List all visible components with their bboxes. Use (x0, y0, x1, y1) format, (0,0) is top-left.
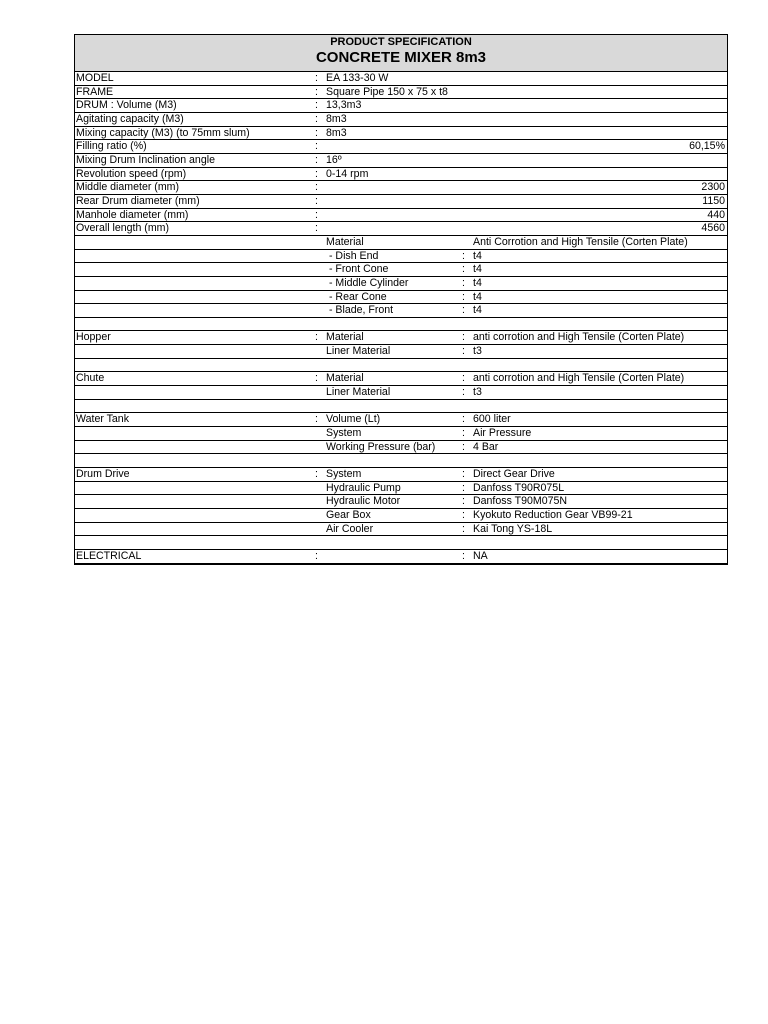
spec-value: EA 133-30 W (326, 72, 389, 84)
colon-separator: : (315, 208, 318, 221)
spec-row (75, 291, 727, 305)
spec-subvalue: t4 (473, 304, 482, 317)
spec-subitem: Material (326, 331, 364, 344)
spec-label: Rear Drum diameter (mm) (76, 194, 200, 207)
colon-separator: : (462, 549, 465, 562)
spec-subvalue: t4 (473, 290, 482, 303)
spec-subitem: Hydraulic Pump (326, 481, 401, 494)
spec-row (75, 413, 727, 427)
colon-separator: : (315, 167, 318, 180)
spec-subitem: Working Pressure (bar) (326, 440, 436, 453)
spec-subvalue: Danfoss T90R075L (473, 481, 565, 494)
spec-label: Middle diameter (mm) (76, 181, 180, 194)
spec-sheet (74, 34, 728, 565)
spec-subvalue: 4 Bar (473, 440, 499, 453)
spec-subitem: Liner Material (326, 345, 391, 358)
spec-label: Agitating capacity (M3) (76, 112, 184, 125)
spec-row (75, 181, 727, 195)
spec-row (75, 331, 727, 345)
colon-separator: : (462, 386, 465, 399)
spec-label: Hopper (76, 331, 111, 344)
spec-row (75, 427, 727, 441)
spec-row (75, 509, 727, 523)
spec-label: DRUM : Volume (M3) (76, 99, 177, 112)
spec-row (75, 536, 727, 550)
spec-subvalue: Direct Gear Drive (473, 468, 555, 481)
colon-separator: : (462, 468, 465, 481)
colon-separator: : (315, 126, 318, 139)
spec-subvalue: Kyokuto Reduction Gear VB99-21 (473, 509, 633, 521)
spec-subvalue: t4 (473, 263, 482, 276)
spec-subitem: System (326, 427, 362, 440)
colon-separator: : (315, 112, 318, 125)
spec-value: 13,3m3 (326, 99, 362, 112)
colon-separator: : (462, 263, 465, 276)
spec-label: ELECTRICAL (76, 549, 142, 562)
spec-row (75, 222, 727, 236)
spec-row (75, 441, 727, 455)
spec-subitem: Material (326, 235, 364, 248)
spec-label: Drum Drive (76, 468, 130, 481)
spec-row (75, 400, 727, 414)
colon-separator: : (462, 290, 465, 303)
spec-row (75, 113, 727, 127)
spec-subitem: Hydraulic Motor (326, 495, 401, 508)
spec-row (75, 345, 727, 359)
spec-row (75, 454, 727, 468)
spec-subitem: Volume (Lt) (326, 413, 381, 426)
colon-separator: : (315, 194, 318, 207)
spec-row (75, 195, 727, 209)
spec-row (75, 99, 727, 113)
spec-row (75, 372, 727, 386)
spec-subitem: - Blade, Front (326, 304, 394, 317)
colon-separator: : (462, 276, 465, 289)
spec-subvalue: Kai Tong YS-18L (473, 522, 553, 535)
spec-value: 0-14 rpm (326, 167, 369, 180)
colon-separator: : (315, 413, 318, 426)
spec-rows (75, 72, 727, 564)
colon-separator: : (462, 495, 465, 508)
colon-separator: : (462, 509, 465, 521)
spec-value: 8m3 (326, 126, 347, 139)
spec-row (75, 359, 727, 373)
colon-separator: : (462, 481, 465, 494)
colon-separator: : (315, 222, 318, 235)
colon-separator: : (315, 72, 318, 84)
colon-separator: : (462, 331, 465, 344)
spec-numeric-value: 440 (707, 208, 725, 221)
colon-separator: : (462, 304, 465, 317)
spec-subitem: Air Cooler (326, 522, 374, 535)
spec-subitem: Material (326, 372, 364, 385)
spec-row (75, 154, 727, 168)
colon-separator: : (462, 427, 465, 440)
spec-row (75, 318, 727, 332)
spec-subvalue: t4 (473, 276, 482, 289)
spec-row (75, 127, 727, 141)
colon-separator: : (315, 181, 318, 194)
spec-row (75, 386, 727, 400)
colon-separator: : (315, 153, 318, 166)
spec-row (75, 304, 727, 318)
spec-subitem: - Rear Cone (326, 290, 387, 303)
spec-subitem: - Dish End (326, 249, 379, 262)
spec-subitem: Liner Material (326, 386, 391, 399)
colon-separator: : (315, 85, 318, 98)
colon-separator: : (315, 140, 318, 153)
spec-label: Mixing Drum Inclination angle (76, 153, 215, 166)
spec-label: Revolution speed (rpm) (76, 167, 187, 180)
spec-subvalue: NA (473, 549, 488, 562)
spec-row (75, 523, 727, 537)
spec-subvalue: t3 (473, 345, 482, 358)
spec-label: Chute (76, 372, 105, 385)
spec-subvalue: 600 liter (473, 413, 511, 426)
spec-label: Filling ratio (%) (76, 140, 147, 153)
spec-numeric-value: 2300 (701, 181, 725, 194)
colon-separator: : (462, 345, 465, 358)
spec-value: 16º (326, 153, 342, 166)
colon-separator: : (462, 413, 465, 426)
spec-row (75, 86, 727, 100)
colon-separator: : (315, 468, 318, 481)
spec-subitem: - Front Cone (326, 263, 389, 276)
spec-label: Manhole diameter (mm) (76, 208, 189, 221)
spec-subvalue: Anti Corrotion and High Tensile (Corten Plate) (473, 235, 688, 248)
spec-row (75, 168, 727, 182)
spec-row (75, 140, 727, 154)
colon-separator: : (315, 331, 318, 344)
colon-separator: : (315, 549, 318, 562)
spec-value: Square Pipe 150 x 75 x t8 (326, 85, 448, 98)
spec-label: FRAME (76, 85, 114, 98)
spec-subvalue: t3 (473, 386, 482, 399)
spec-subvalue: t4 (473, 249, 482, 262)
spec-label: Water Tank (76, 413, 129, 426)
spec-subitem: System (326, 468, 362, 481)
colon-separator: : (462, 440, 465, 453)
spec-subvalue: anti corrotion and High Tensile (Corten Plate) (473, 331, 685, 344)
spec-subvalue: Danfoss T90M075N (473, 495, 568, 508)
colon-separator: : (315, 99, 318, 112)
colon-separator: : (462, 372, 465, 385)
spec-label: Mixing capacity (M3) (to 75mm slum) (76, 126, 250, 139)
colon-separator: : (462, 249, 465, 262)
spec-row (75, 550, 727, 564)
spec-row (75, 236, 727, 250)
spec-label: MODEL (76, 72, 114, 84)
spec-row (75, 482, 727, 496)
colon-separator: : (315, 372, 318, 385)
spec-numeric-value: 4560 (701, 222, 725, 235)
spec-row (75, 250, 727, 264)
spec-value: 8m3 (326, 112, 347, 125)
spec-row (75, 209, 727, 223)
spec-row (75, 263, 727, 277)
spec-label: Overall length (mm) (76, 222, 170, 235)
spec-subvalue: anti corrotion and High Tensile (Corten Plate) (473, 372, 685, 385)
spec-title: CONCRETE MIXER 8m3 (315, 49, 487, 66)
spec-row (75, 72, 727, 86)
spec-subvalue: Air Pressure (473, 427, 532, 440)
spec-numeric-value: 1150 (702, 194, 725, 207)
spec-row (75, 468, 727, 482)
spec-header (75, 35, 727, 72)
colon-separator: : (462, 522, 465, 535)
spec-subtitle: PRODUCT SPECIFICATION (330, 36, 472, 48)
spec-subitem: Gear Box (326, 509, 371, 521)
spec-row (75, 495, 727, 509)
spec-subitem: - Middle Cylinder (326, 276, 409, 289)
spec-row (75, 277, 727, 291)
spec-numeric-value: 60,15% (689, 140, 725, 153)
